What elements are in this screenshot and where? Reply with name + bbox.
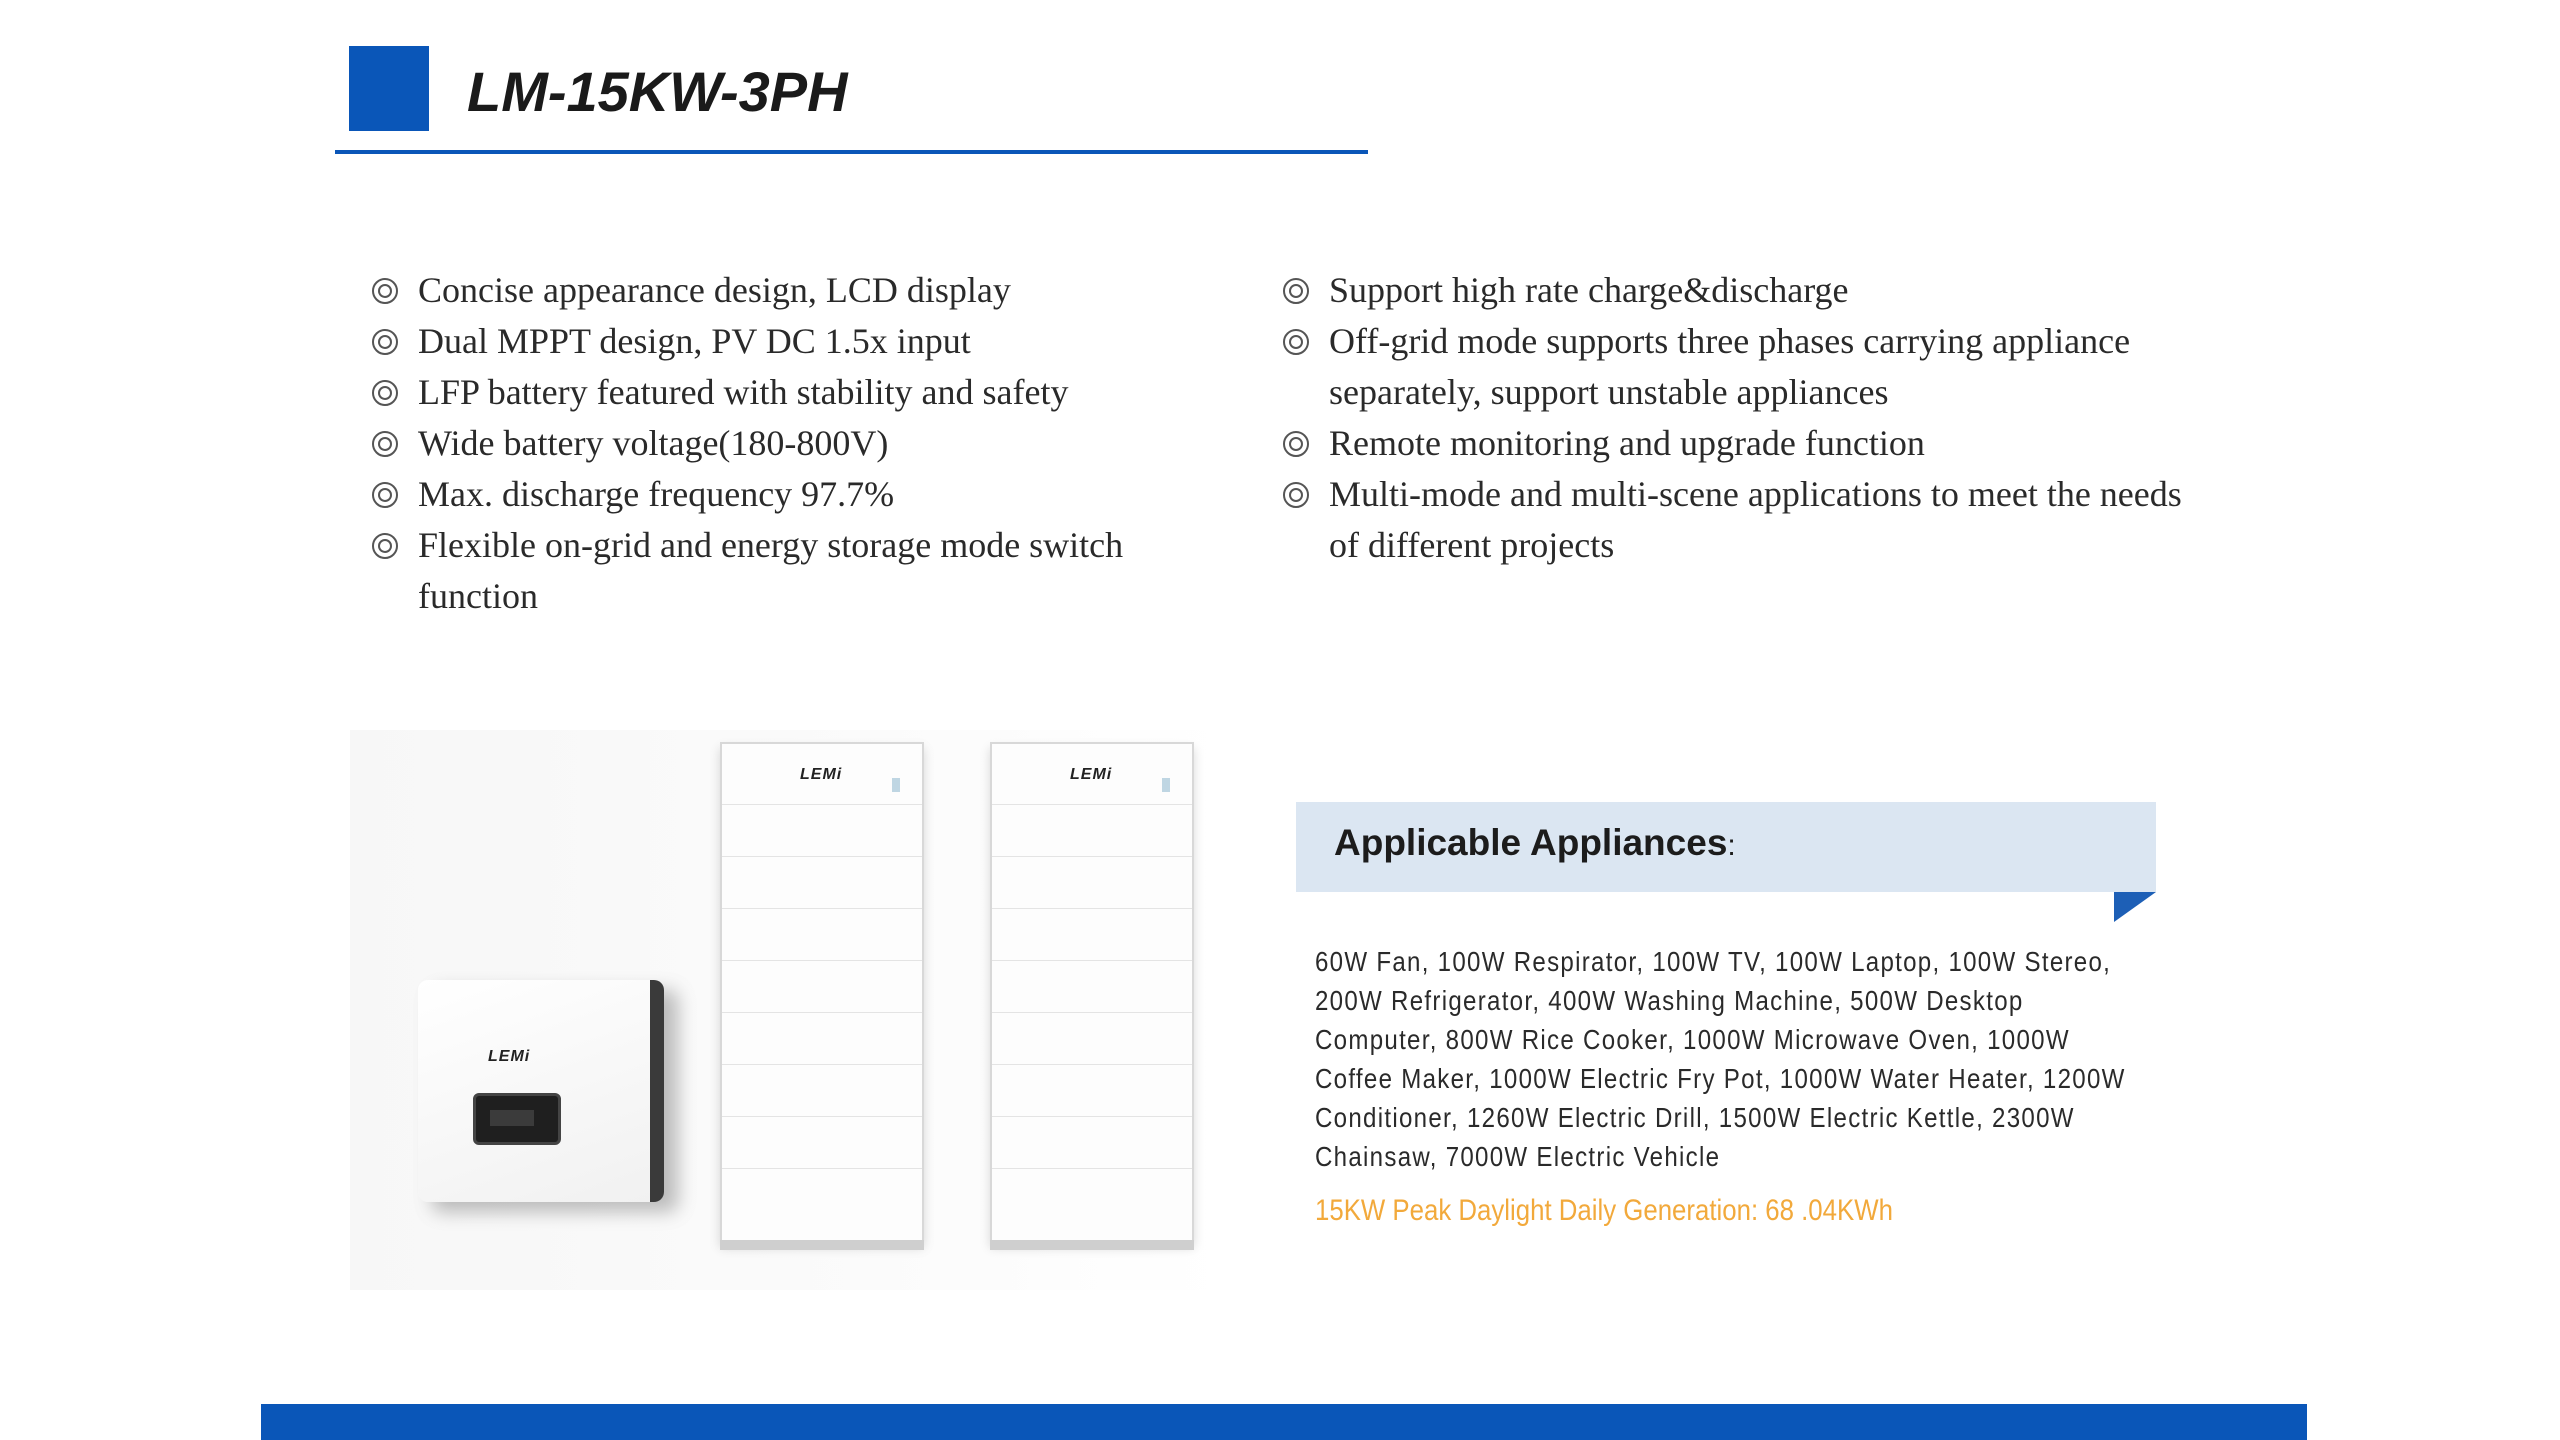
battery-module-divider — [722, 804, 922, 805]
bullet-icon — [372, 482, 398, 508]
inverter-logo: LEMi — [488, 1048, 531, 1065]
battery-base — [990, 1240, 1194, 1250]
battery-module-divider — [722, 1168, 922, 1169]
footer-bar — [261, 1404, 2307, 1440]
title-underline — [335, 150, 1368, 154]
battery-module-divider — [722, 960, 922, 961]
appliances-title: Applicable Appliances: — [1334, 822, 1736, 863]
bullet-icon — [372, 533, 398, 559]
appliances-title-colon: : — [1727, 829, 1736, 862]
bullet-icon — [372, 431, 398, 457]
bullet-icon — [372, 278, 398, 304]
feature-item: Remote monitoring and upgrade function — [1283, 418, 2183, 469]
battery-logo: LEMi — [800, 766, 843, 783]
battery-module-divider — [992, 960, 1192, 961]
bullet-icon — [1283, 431, 1309, 457]
appliances-list: 60W Fan, 100W Respirator, 100W TV, 100W Laptop, 100W Stereo, 200W Refrigerator, 400W Washing Machine, 500W Desktop Computer, 800W Rice Cooker, 1000W Microwave Oven, 1000W Coffee Maker, 1000W Electric Fry Pot, 1000W Water Heater, 1200W Conditioner, 1260W Electric Drill, 1500W Electric Kettle, 2300W Chainsaw, 7000W Electric Vehicle — [1315, 946, 2126, 1172]
battery-module-divider — [722, 1116, 922, 1117]
feature-item: LFP battery featured with stability and safety — [372, 367, 1212, 418]
feature-item: Concise appearance design, LCD display — [372, 265, 1212, 316]
hybrid-inverter-image — [418, 980, 664, 1202]
title-accent-square — [349, 46, 429, 131]
bullet-icon — [1283, 278, 1309, 304]
feature-item: Multi-mode and multi-scene applications to meet the needs of different projects — [1283, 469, 2183, 571]
feature-item: Flexible on-grid and energy storage mode switch function — [372, 520, 1212, 622]
battery-module-divider — [992, 856, 1192, 857]
bullet-icon — [1283, 329, 1309, 355]
battery-module-divider — [722, 1012, 922, 1013]
battery-module-divider — [722, 856, 922, 857]
bullet-icon — [372, 329, 398, 355]
feature-item: Off-grid mode supports three phases carrying appliance separately, support unstable appliances — [1283, 316, 2183, 418]
battery-module-divider — [722, 1064, 922, 1065]
battery-led-icon — [1162, 778, 1170, 792]
battery-stack-image — [720, 742, 924, 1242]
battery-base — [720, 1240, 924, 1250]
page-title: LM-15KW-3PH — [467, 60, 848, 123]
battery-module-divider — [992, 1064, 1192, 1065]
battery-module-divider — [992, 908, 1192, 909]
battery-stack-image — [990, 742, 1194, 1242]
features-left-list — [372, 265, 1212, 622]
daily-generation-note: 15KW Peak Daylight Daily Generation: 68 .04KWh — [1315, 1194, 1893, 1227]
feature-item: Dual MPPT design, PV DC 1.5x input — [372, 316, 1212, 367]
battery-module-divider — [722, 908, 922, 909]
feature-item: Wide battery voltage(180-800V) — [372, 418, 1212, 469]
bullet-icon — [1283, 482, 1309, 508]
feature-item: Support high rate charge&discharge — [1283, 265, 2183, 316]
battery-module-divider — [992, 1168, 1192, 1169]
battery-module-divider — [992, 804, 1192, 805]
battery-led-icon — [892, 778, 900, 792]
bullet-icon — [372, 380, 398, 406]
battery-logo: LEMi — [1070, 766, 1113, 783]
fold-corner-icon — [2114, 892, 2156, 922]
battery-module-divider — [992, 1116, 1192, 1117]
feature-item: Max. discharge frequency 97.7% — [372, 469, 1212, 520]
lcd-display-icon — [473, 1093, 561, 1145]
features-right-list — [1283, 265, 2183, 571]
battery-module-divider — [992, 1012, 1192, 1013]
appliances-header-band — [1296, 802, 2156, 892]
